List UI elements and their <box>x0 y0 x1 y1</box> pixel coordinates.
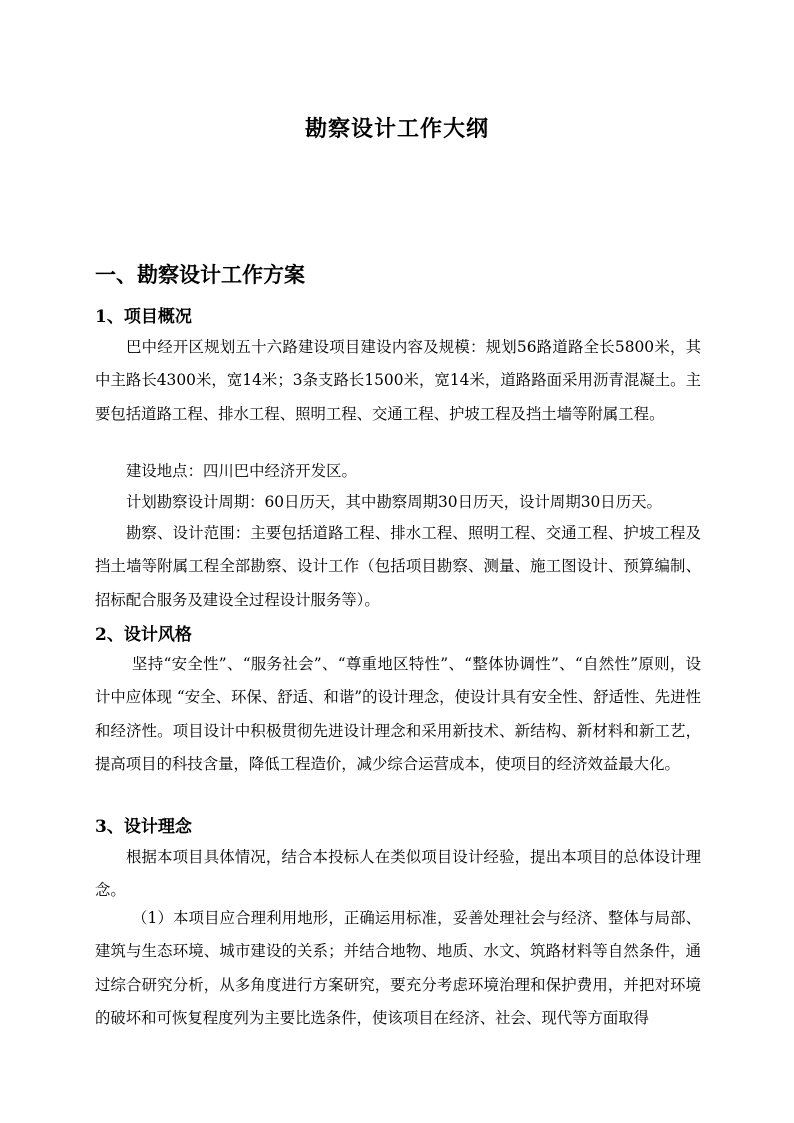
paragraph-design-style: 坚持“安全性”、“服务社会”、“尊重地区特性”、“整体协调性”、“自然性”原则，设计中应体现 “安全、环保、舒适、和谐”的设计理念，使设计具有安全性、舒适性、先进性和经济性。项目设计中积极贯彻先进设计理念和采用新技术、新结构、新材料和新工艺，提高项目的科技含量，降低工程造价，减少综合运营成本，使项目的经济效益最大化。 <box>95 655 701 774</box>
paragraph-concept-intro: 根据本项目具体情况，结合本投标人在类似项目设计经验，提出本项目的总体设计理念。 <box>95 848 701 900</box>
section-heading: 一、勘察设计工作方案 <box>95 262 305 287</box>
subsection-heading-concept: 3、设计理念 <box>95 817 192 837</box>
document-title: 勘察设计工作大纲 <box>304 116 489 142</box>
subsection-heading-style: 2、设计风格 <box>95 625 192 645</box>
paragraph-concept-item-1: （1）本项目应合理利用地形，正确运用标准，妥善处理社会与经济、整体与局部、建筑与生态环境、城市建设的关系；并结合地物、地质、水文、筑路材料等自然条件，通过综合研究分析，从多角度进行方案研究，要充分考虑环境治理和保护费用，并把对环境的破坏和可恢复程度列为主要比选条件，使该项目在经济、社会、现代等方面取得 <box>95 909 701 1028</box>
paragraph-schedule: 计划勘察设计周期：60日历天，其中勘察周期30日历天，设计周期30日历天。 <box>126 493 662 511</box>
paragraph-location: 建设地点：四川巴中经济开发区。 <box>126 462 357 480</box>
paragraph-scope: 勘察、设计范围：主要包括道路工程、排水工程、照明工程、交通工程、护坡工程及挡土墙等附属工程全部勘察、设计工作（包括项目勘察、测量、施工图设计、预算编制、招标配合服务及建设全过程设计服务等）。 <box>95 524 701 609</box>
subsection-heading-overview: 1、项目概况 <box>95 307 192 327</box>
paragraph-project-scale: 巴中经开区规划五十六路建设项目建设内容及规模：规划56路道路全长5800米，其中主路长4300米，宽14米；3条支路长1500米，宽14米，道路路面采用沥青混凝土。主要包括道路工程、排水工程、照明工程、交通工程、护坡工程及挡土墙等附属工程。 <box>95 338 701 423</box>
